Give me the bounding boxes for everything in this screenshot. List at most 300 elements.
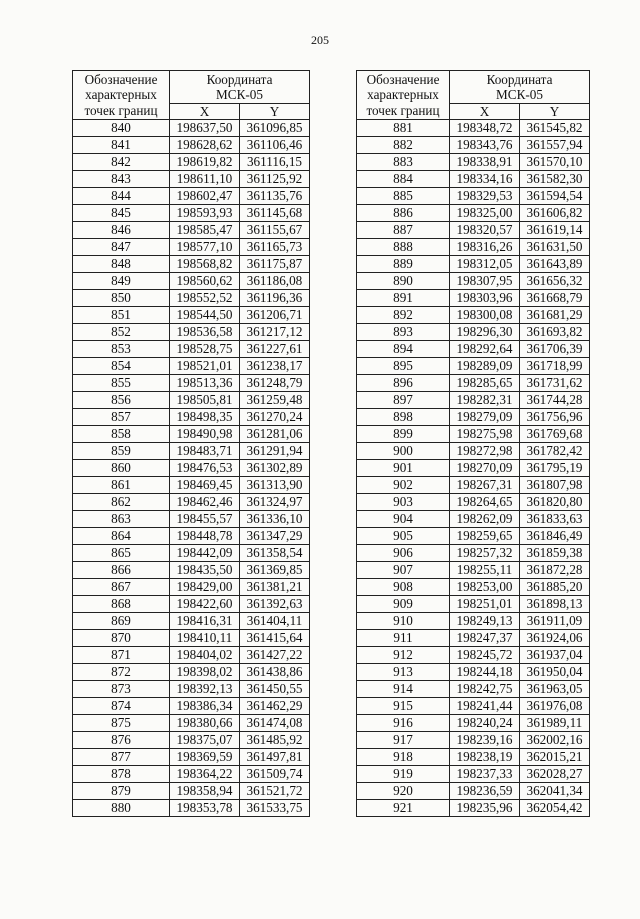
point-number-cell: 918: [357, 749, 450, 766]
header-coordinate: [170, 71, 310, 104]
y-coordinate-cell: 361186,08: [240, 273, 310, 290]
point-number-cell: 877: [73, 749, 170, 766]
point-number-cell: 860: [73, 460, 170, 477]
table-row: [357, 613, 590, 630]
y-coordinate-cell: 361924,06: [520, 630, 590, 647]
y-coordinate-cell: 361291,94: [240, 443, 310, 460]
point-number-cell: 891: [357, 290, 450, 307]
x-coordinate-cell: 198262,09: [450, 511, 520, 528]
table-body-left: [73, 120, 310, 817]
y-coordinate-cell: 361155,67: [240, 222, 310, 239]
header-point-line-3: точек границ: [84, 102, 158, 118]
header-point-line-1: Обозначение: [84, 71, 158, 87]
y-coordinate-cell: 361859,38: [520, 545, 590, 562]
x-coordinate-cell: 198259,65: [450, 528, 520, 545]
x-coordinate-cell: 198455,57: [170, 511, 240, 528]
x-coordinate-cell: 198369,59: [170, 749, 240, 766]
x-coordinate-cell: 198375,07: [170, 732, 240, 749]
y-coordinate-cell: 361744,28: [520, 392, 590, 409]
x-coordinate-cell: 198257,32: [450, 545, 520, 562]
header-coord-line-1: Координата: [486, 71, 553, 87]
y-coordinate-cell: 361631,50: [520, 239, 590, 256]
point-number-cell: 870: [73, 630, 170, 647]
y-coordinate-cell: 361206,71: [240, 307, 310, 324]
point-number-cell: 912: [357, 647, 450, 664]
point-number-cell: 841: [73, 137, 170, 154]
point-number-cell: 871: [73, 647, 170, 664]
table-row: [73, 205, 310, 222]
coordinates-table-right: [356, 70, 590, 817]
point-number-cell: 908: [357, 579, 450, 596]
y-coordinate-cell: 361125,92: [240, 171, 310, 188]
table-row: [73, 392, 310, 409]
point-number-cell: 898: [357, 409, 450, 426]
y-coordinate-cell: 362028,27: [520, 766, 590, 783]
table-row: [357, 749, 590, 766]
point-number-cell: 904: [357, 511, 450, 528]
y-coordinate-cell: 361248,79: [240, 375, 310, 392]
point-number-cell: 862: [73, 494, 170, 511]
table-row: [73, 732, 310, 749]
table-row: [73, 171, 310, 188]
table-row: [73, 545, 310, 562]
x-coordinate-cell: 198275,98: [450, 426, 520, 443]
header-point-line-2: характерных: [367, 87, 439, 103]
y-coordinate-cell: 362002,16: [520, 732, 590, 749]
x-coordinate-cell: 198251,01: [450, 596, 520, 613]
point-number-cell: 889: [357, 256, 450, 273]
header-coord-line-1: Координата: [206, 71, 273, 87]
point-number-cell: 906: [357, 545, 450, 562]
header-point-designation: [73, 71, 170, 120]
y-coordinate-cell: 361769,68: [520, 426, 590, 443]
x-coordinate-cell: 198329,53: [450, 188, 520, 205]
table-row: [73, 256, 310, 273]
table-row: [73, 273, 310, 290]
table-row: [73, 341, 310, 358]
y-coordinate-cell: 361911,09: [520, 613, 590, 630]
y-coordinate-cell: 361145,68: [240, 205, 310, 222]
x-coordinate-cell: 198303,96: [450, 290, 520, 307]
table-row: [73, 579, 310, 596]
x-coordinate-cell: 198239,16: [450, 732, 520, 749]
point-number-cell: 911: [357, 630, 450, 647]
table-row: [357, 409, 590, 426]
point-number-cell: 901: [357, 460, 450, 477]
point-number-cell: 861: [73, 477, 170, 494]
x-coordinate-cell: 198585,47: [170, 222, 240, 239]
y-coordinate-cell: 361706,39: [520, 341, 590, 358]
table-row: [73, 188, 310, 205]
point-number-cell: 857: [73, 409, 170, 426]
x-coordinate-cell: 198469,45: [170, 477, 240, 494]
point-number-cell: 903: [357, 494, 450, 511]
x-coordinate-cell: 198637,50: [170, 120, 240, 137]
x-coordinate-cell: 198568,82: [170, 256, 240, 273]
point-number-cell: 919: [357, 766, 450, 783]
y-coordinate-cell: 361462,29: [240, 698, 310, 715]
y-coordinate-cell: 362041,34: [520, 783, 590, 800]
point-number-cell: 921: [357, 800, 450, 817]
y-coordinate-cell: 361693,82: [520, 324, 590, 341]
table-row: [357, 477, 590, 494]
point-number-cell: 864: [73, 528, 170, 545]
x-coordinate-cell: 198242,75: [450, 681, 520, 698]
table-row: [73, 239, 310, 256]
point-number-cell: 856: [73, 392, 170, 409]
x-coordinate-cell: 198498,35: [170, 409, 240, 426]
y-coordinate-cell: 361497,81: [240, 749, 310, 766]
x-coordinate-cell: 198348,72: [450, 120, 520, 137]
point-number-cell: 875: [73, 715, 170, 732]
x-coordinate-cell: 198380,66: [170, 715, 240, 732]
point-number-cell: 886: [357, 205, 450, 222]
x-coordinate-cell: 198279,09: [450, 409, 520, 426]
header-y: Y: [240, 104, 310, 120]
point-number-cell: 892: [357, 307, 450, 324]
point-number-cell: 917: [357, 732, 450, 749]
table-row: [357, 715, 590, 732]
point-number-cell: 881: [357, 120, 450, 137]
table-row: [357, 290, 590, 307]
x-coordinate-cell: 198249,13: [450, 613, 520, 630]
x-coordinate-cell: 198316,26: [450, 239, 520, 256]
x-coordinate-cell: 198267,31: [450, 477, 520, 494]
y-coordinate-cell: 361594,54: [520, 188, 590, 205]
x-coordinate-cell: 198238,19: [450, 749, 520, 766]
y-coordinate-cell: 361404,11: [240, 613, 310, 630]
table-row: [73, 800, 310, 817]
x-coordinate-cell: 198544,50: [170, 307, 240, 324]
table-row: [73, 443, 310, 460]
y-coordinate-cell: 361976,08: [520, 698, 590, 715]
y-coordinate-cell: 361833,63: [520, 511, 590, 528]
y-coordinate-cell: 361557,94: [520, 137, 590, 154]
x-coordinate-cell: 198513,36: [170, 375, 240, 392]
table-row: [73, 783, 310, 800]
y-coordinate-cell: 361474,08: [240, 715, 310, 732]
y-coordinate-cell: 361872,28: [520, 562, 590, 579]
x-coordinate-cell: 198483,71: [170, 443, 240, 460]
table-row: [73, 749, 310, 766]
y-coordinate-cell: 361570,10: [520, 154, 590, 171]
table-row: [73, 528, 310, 545]
x-coordinate-cell: 198334,16: [450, 171, 520, 188]
table-row: [73, 375, 310, 392]
table-row: [357, 205, 590, 222]
y-coordinate-cell: 361885,20: [520, 579, 590, 596]
x-coordinate-cell: 198353,78: [170, 800, 240, 817]
table-row: [73, 664, 310, 681]
point-number-cell: 873: [73, 681, 170, 698]
point-number-cell: 848: [73, 256, 170, 273]
table-row: [357, 154, 590, 171]
point-number-cell: 879: [73, 783, 170, 800]
table-row: [73, 596, 310, 613]
x-coordinate-cell: 198619,82: [170, 154, 240, 171]
x-coordinate-cell: 198442,09: [170, 545, 240, 562]
y-coordinate-cell: 361392,63: [240, 596, 310, 613]
table-row: [357, 256, 590, 273]
point-number-cell: 885: [357, 188, 450, 205]
point-number-cell: 851: [73, 307, 170, 324]
y-coordinate-cell: 361533,75: [240, 800, 310, 817]
y-coordinate-cell: 361937,04: [520, 647, 590, 664]
point-number-cell: 842: [73, 154, 170, 171]
table-row: [73, 290, 310, 307]
point-number-cell: 863: [73, 511, 170, 528]
table-row: [73, 154, 310, 171]
x-coordinate-cell: 198270,09: [450, 460, 520, 477]
y-coordinate-cell: 361619,14: [520, 222, 590, 239]
x-coordinate-cell: 198247,37: [450, 630, 520, 647]
x-coordinate-cell: 198244,18: [450, 664, 520, 681]
point-number-cell: 884: [357, 171, 450, 188]
point-number-cell: 858: [73, 426, 170, 443]
y-coordinate-cell: 361950,04: [520, 664, 590, 681]
x-coordinate-cell: 198552,52: [170, 290, 240, 307]
table-row: [357, 358, 590, 375]
header-point-line-2: характерных: [85, 87, 157, 103]
table-row: [357, 324, 590, 341]
table-row: [357, 307, 590, 324]
x-coordinate-cell: 198505,81: [170, 392, 240, 409]
y-coordinate-cell: 361681,29: [520, 307, 590, 324]
table-row: [357, 545, 590, 562]
header-point-line-3: точек границ: [366, 102, 440, 118]
x-coordinate-cell: 198521,01: [170, 358, 240, 375]
point-number-cell: 899: [357, 426, 450, 443]
table-row: [357, 392, 590, 409]
table-row: [73, 715, 310, 732]
table-row: [357, 698, 590, 715]
point-number-cell: 843: [73, 171, 170, 188]
table-row: [357, 188, 590, 205]
y-coordinate-cell: 361668,79: [520, 290, 590, 307]
x-coordinate-cell: 198300,08: [450, 307, 520, 324]
point-number-cell: 913: [357, 664, 450, 681]
x-coordinate-cell: 198422,60: [170, 596, 240, 613]
y-coordinate-cell: 361369,85: [240, 562, 310, 579]
point-number-cell: 845: [73, 205, 170, 222]
table-row: [357, 426, 590, 443]
table-row: [73, 698, 310, 715]
x-coordinate-cell: 198285,65: [450, 375, 520, 392]
point-number-cell: 896: [357, 375, 450, 392]
point-number-cell: 844: [73, 188, 170, 205]
x-coordinate-cell: 198435,50: [170, 562, 240, 579]
table-row: [357, 511, 590, 528]
x-coordinate-cell: 198235,96: [450, 800, 520, 817]
table-row: [357, 137, 590, 154]
y-coordinate-cell: 361898,13: [520, 596, 590, 613]
y-coordinate-cell: 361270,24: [240, 409, 310, 426]
table-row: [357, 596, 590, 613]
x-coordinate-cell: 198560,62: [170, 273, 240, 290]
y-coordinate-cell: 361718,99: [520, 358, 590, 375]
y-coordinate-cell: 361509,74: [240, 766, 310, 783]
y-coordinate-cell: 361963,05: [520, 681, 590, 698]
y-coordinate-cell: 361336,10: [240, 511, 310, 528]
y-coordinate-cell: 361545,82: [520, 120, 590, 137]
point-number-cell: 868: [73, 596, 170, 613]
y-coordinate-cell: 361521,72: [240, 783, 310, 800]
x-coordinate-cell: 198253,00: [450, 579, 520, 596]
y-coordinate-cell: 361196,36: [240, 290, 310, 307]
x-coordinate-cell: 198536,58: [170, 324, 240, 341]
y-coordinate-cell: 361347,29: [240, 528, 310, 545]
x-coordinate-cell: 198241,44: [450, 698, 520, 715]
table-row: [357, 120, 590, 137]
table-row: [73, 409, 310, 426]
y-coordinate-cell: 361259,48: [240, 392, 310, 409]
y-coordinate-cell: 361485,92: [240, 732, 310, 749]
table-row: [73, 766, 310, 783]
y-coordinate-cell: 361606,82: [520, 205, 590, 222]
point-number-cell: 902: [357, 477, 450, 494]
header-y: Y: [520, 104, 590, 120]
y-coordinate-cell: 361731,62: [520, 375, 590, 392]
x-coordinate-cell: 198282,31: [450, 392, 520, 409]
table-row: [357, 222, 590, 239]
header-x: X: [170, 104, 240, 120]
point-number-cell: 880: [73, 800, 170, 817]
x-coordinate-cell: 198429,00: [170, 579, 240, 596]
table-row: [357, 562, 590, 579]
point-number-cell: 849: [73, 273, 170, 290]
point-number-cell: 866: [73, 562, 170, 579]
point-number-cell: 847: [73, 239, 170, 256]
table-row: [73, 120, 310, 137]
x-coordinate-cell: 198272,98: [450, 443, 520, 460]
y-coordinate-cell: 361135,76: [240, 188, 310, 205]
point-number-cell: 865: [73, 545, 170, 562]
table-row: [357, 766, 590, 783]
y-coordinate-cell: 361643,89: [520, 256, 590, 273]
point-number-cell: 882: [357, 137, 450, 154]
x-coordinate-cell: 198490,98: [170, 426, 240, 443]
table-row: [357, 664, 590, 681]
x-coordinate-cell: 198236,59: [450, 783, 520, 800]
coordinates-table-left: [72, 70, 310, 817]
x-coordinate-cell: 198528,75: [170, 341, 240, 358]
y-coordinate-cell: 361807,98: [520, 477, 590, 494]
x-coordinate-cell: 198237,33: [450, 766, 520, 783]
x-coordinate-cell: 198611,10: [170, 171, 240, 188]
table-row: [73, 630, 310, 647]
point-number-cell: 876: [73, 732, 170, 749]
y-coordinate-cell: 361238,17: [240, 358, 310, 375]
table-row: [357, 647, 590, 664]
table-row: [73, 511, 310, 528]
point-number-cell: 915: [357, 698, 450, 715]
table-row: [73, 307, 310, 324]
table-row: [357, 460, 590, 477]
y-coordinate-cell: 361989,11: [520, 715, 590, 732]
point-number-cell: 895: [357, 358, 450, 375]
point-number-cell: 909: [357, 596, 450, 613]
point-number-cell: 852: [73, 324, 170, 341]
x-coordinate-cell: 198476,53: [170, 460, 240, 477]
y-coordinate-cell: 361756,96: [520, 409, 590, 426]
table-row: [357, 681, 590, 698]
x-coordinate-cell: 198320,57: [450, 222, 520, 239]
point-number-cell: 900: [357, 443, 450, 460]
point-number-cell: 855: [73, 375, 170, 392]
table-row: [73, 460, 310, 477]
table-row: [73, 137, 310, 154]
y-coordinate-cell: 361415,64: [240, 630, 310, 647]
y-coordinate-cell: 361782,42: [520, 443, 590, 460]
y-coordinate-cell: 361096,85: [240, 120, 310, 137]
point-number-cell: 850: [73, 290, 170, 307]
x-coordinate-cell: 198416,31: [170, 613, 240, 630]
y-coordinate-cell: 361313,90: [240, 477, 310, 494]
point-number-cell: 846: [73, 222, 170, 239]
y-coordinate-cell: 361227,61: [240, 341, 310, 358]
table-row: [73, 358, 310, 375]
table-row: [357, 800, 590, 817]
page-number: 205: [311, 33, 329, 47]
x-coordinate-cell: 198289,09: [450, 358, 520, 375]
table-row: [73, 562, 310, 579]
point-number-cell: 854: [73, 358, 170, 375]
point-number-cell: 859: [73, 443, 170, 460]
x-coordinate-cell: 198325,00: [450, 205, 520, 222]
y-coordinate-cell: 361381,21: [240, 579, 310, 596]
table-row: [73, 494, 310, 511]
point-number-cell: 905: [357, 528, 450, 545]
x-coordinate-cell: 198264,65: [450, 494, 520, 511]
y-coordinate-cell: 361846,49: [520, 528, 590, 545]
point-number-cell: 874: [73, 698, 170, 715]
y-coordinate-cell: 361656,32: [520, 273, 590, 290]
table-row: [73, 613, 310, 630]
table-row: [357, 443, 590, 460]
header-coord-line-2: МСК-05: [496, 87, 543, 102]
x-coordinate-cell: 198628,62: [170, 137, 240, 154]
y-coordinate-cell: 361795,19: [520, 460, 590, 477]
point-number-cell: 914: [357, 681, 450, 698]
point-number-cell: 867: [73, 579, 170, 596]
table-row: [357, 273, 590, 290]
y-coordinate-cell: 361302,89: [240, 460, 310, 477]
table-row: [357, 341, 590, 358]
x-coordinate-cell: 198312,05: [450, 256, 520, 273]
point-number-cell: 920: [357, 783, 450, 800]
table-row: [357, 732, 590, 749]
table-row: [73, 681, 310, 698]
point-number-cell: 910: [357, 613, 450, 630]
table-row: [357, 579, 590, 596]
point-number-cell: 907: [357, 562, 450, 579]
x-coordinate-cell: 198240,24: [450, 715, 520, 732]
y-coordinate-cell: 361582,30: [520, 171, 590, 188]
x-coordinate-cell: 198343,76: [450, 137, 520, 154]
x-coordinate-cell: 198462,46: [170, 494, 240, 511]
x-coordinate-cell: 198410,11: [170, 630, 240, 647]
x-coordinate-cell: 198364,22: [170, 766, 240, 783]
table-row: [73, 222, 310, 239]
x-coordinate-cell: 198448,78: [170, 528, 240, 545]
x-coordinate-cell: 198296,30: [450, 324, 520, 341]
table-body-right: [357, 120, 590, 817]
header-x: X: [450, 104, 520, 120]
y-coordinate-cell: 361281,06: [240, 426, 310, 443]
point-number-cell: 890: [357, 273, 450, 290]
x-coordinate-cell: 198358,94: [170, 783, 240, 800]
x-coordinate-cell: 198307,95: [450, 273, 520, 290]
